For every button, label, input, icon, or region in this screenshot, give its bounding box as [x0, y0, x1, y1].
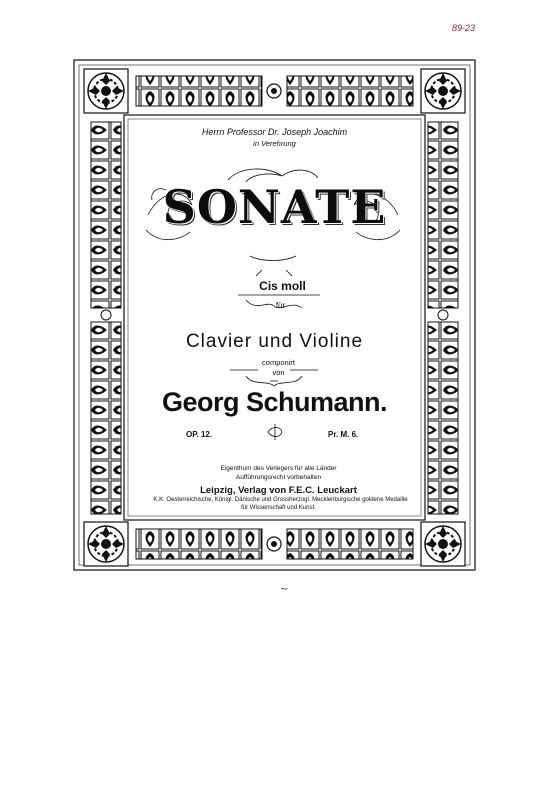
dedication-line2: in Verehrung — [253, 139, 296, 148]
price: Pr. M. 6. — [328, 430, 359, 439]
von-label: von — [272, 368, 285, 377]
pen-mark: ~ — [280, 584, 289, 595]
fuer-label: für — [275, 301, 286, 310]
catalog-mark: 89-23 — [452, 23, 476, 33]
corner-rosette-top-left — [84, 69, 128, 113]
key-signature: Cis moll — [259, 279, 306, 293]
corner-rosette-top-right — [421, 69, 465, 113]
corner-rosette-bottom-left — [84, 522, 128, 566]
componirt-label: componirt — [262, 358, 295, 367]
award-line1: K.K. Oesterreichische, Königl. Dänische und Grossherzogl. Mecklenburgische goldene Medaille — [153, 497, 408, 503]
ownership-line2: Aufführungsrecht vorbehalten — [235, 474, 322, 481]
instrumentation: Clavier und Violine — [185, 331, 364, 352]
top-ornament-band — [136, 76, 413, 106]
publisher: Leipzig, Verlag von F.E.C. Leuckart — [200, 485, 357, 496]
bottom-ornament-band — [136, 529, 413, 559]
composer-name: Georg Schumann. — [161, 387, 388, 417]
award-line2: für Wissenschaft und Kunst. — [241, 505, 316, 511]
opus-flourish — [268, 424, 282, 440]
corner-rosette-bottom-right — [421, 522, 465, 566]
ownership-line1: Eigenthum des Verlegers für alle Länder — [220, 465, 337, 472]
opus-number: OP. 12. — [186, 430, 213, 439]
dedication-line1: Herrn Professor Dr. Joseph Joachim — [201, 127, 348, 137]
page-title: SONATE — [162, 180, 387, 234]
